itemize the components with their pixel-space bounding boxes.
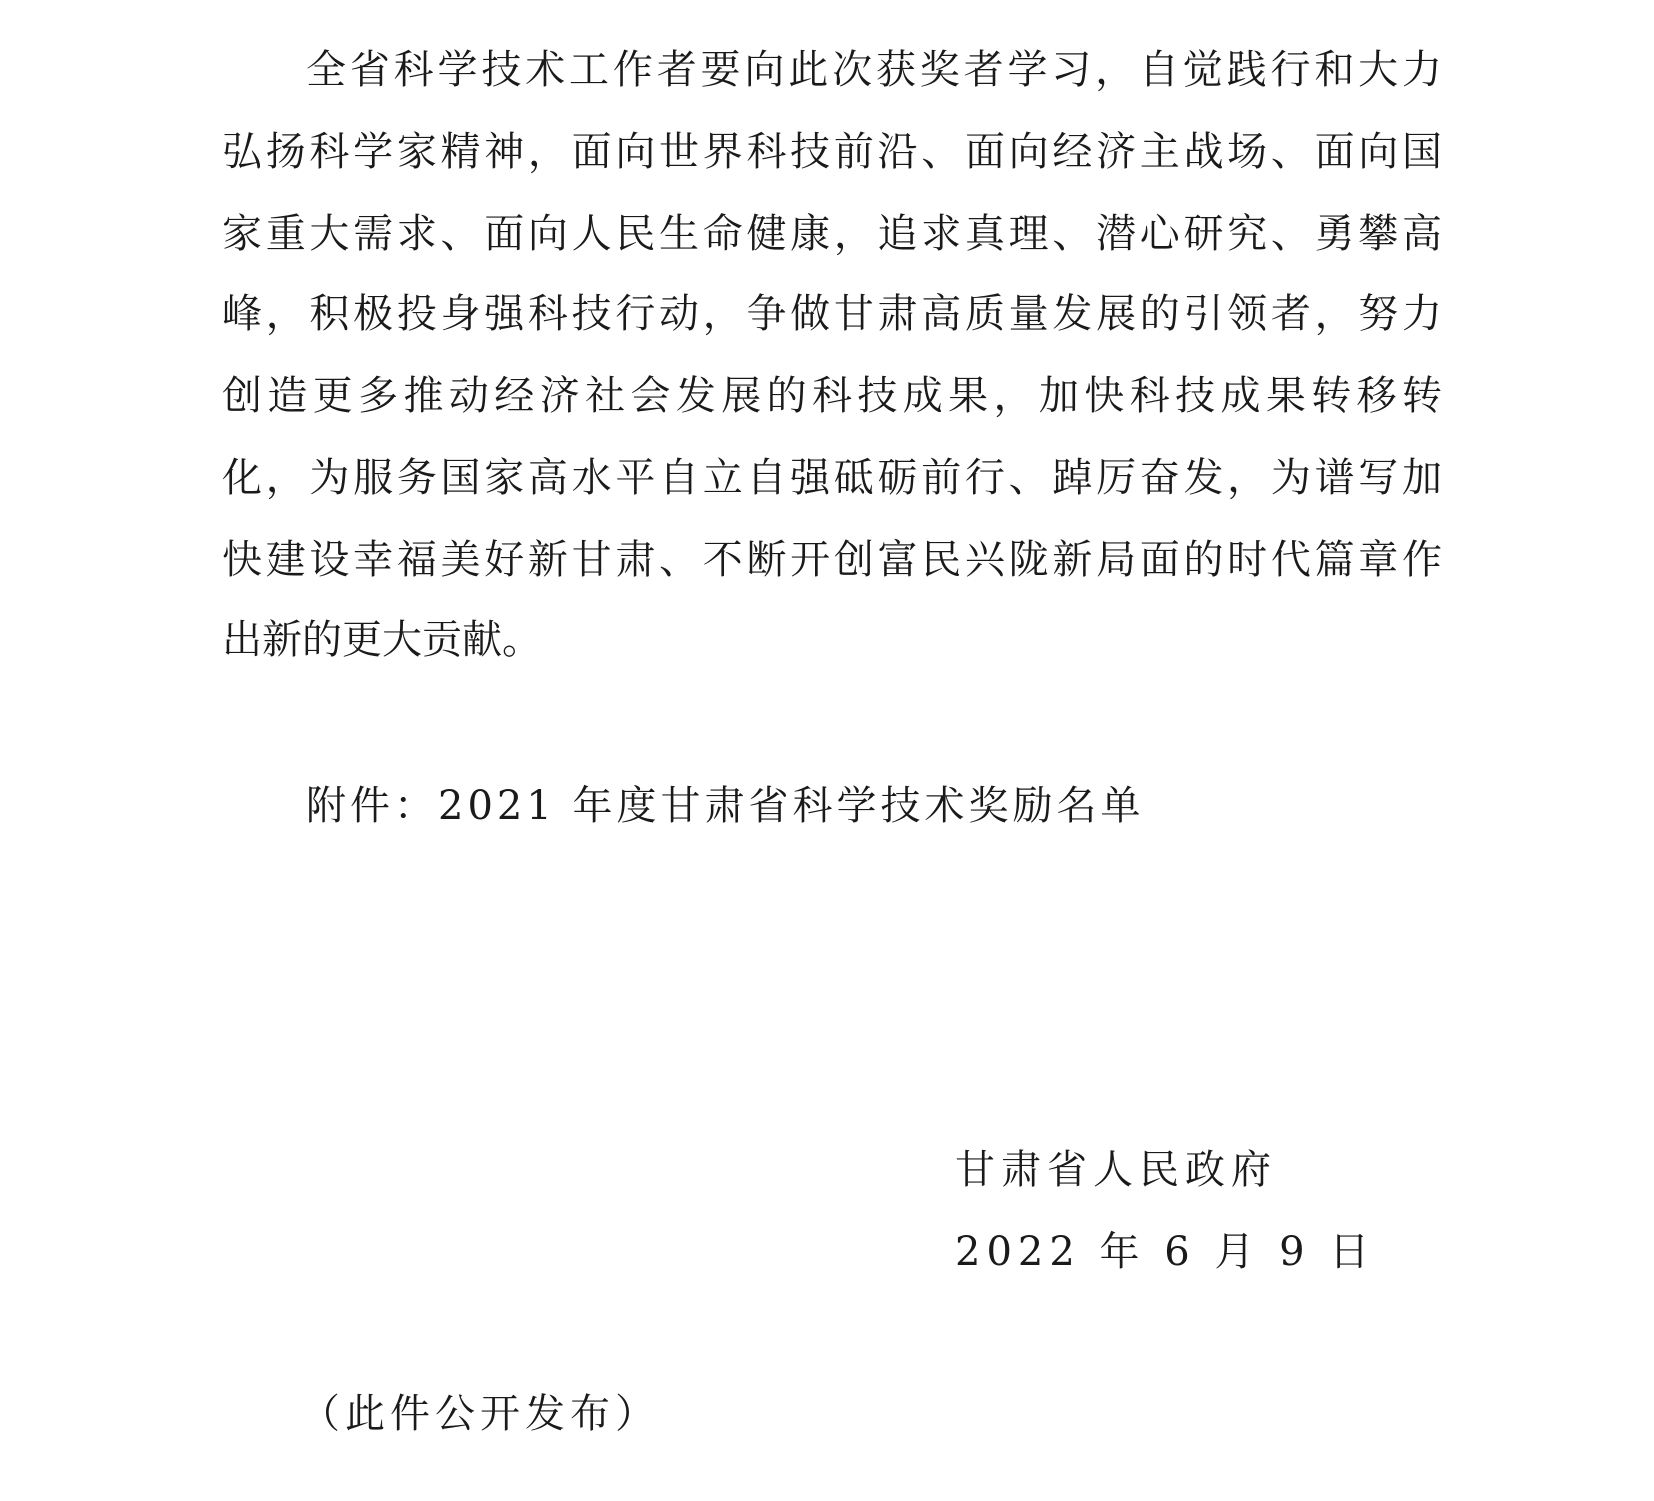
body-paragraph-line-2: 弘扬科学家精神，面向世界科技前沿、面向经济主战场、面向国 [222,129,1442,175]
body-paragraph-line-7: 快建设幸福美好新甘肃、不断开创富民兴陇新局面的时代篇章作 [222,537,1442,583]
attachment-note: 附件：2021 年度甘肃省科学技术奖励名单 [306,783,1145,829]
body-paragraph-line-3: 家重大需求、面向人民生命健康，追求真理、潜心研究、勇攀高 [222,211,1442,257]
body-paragraph-line-4: 峰，积极投身强科技行动，争做甘肃高质量发展的引领者，努力 [222,291,1442,337]
body-paragraph-line-6: 化，为服务国家高水平自立自强砥砺前行、踔厉奋发，为谱写加 [222,455,1442,501]
body-paragraph-line-8: 出新的更大贡献。 [222,617,542,663]
issuer-signature: 甘肃省人民政府 [955,1147,1277,1193]
body-paragraph-line-5: 创造更多推动经济社会发展的科技成果，加快科技成果转移转 [222,373,1442,419]
publication-notice: （此件公开发布） [300,1391,660,1437]
body-paragraph-line-1: 全省科学技术工作者要向此次获奖者学习，自觉践行和大力 [306,47,1442,93]
issue-date: 2022 年 6 月 9 日 [955,1229,1376,1275]
